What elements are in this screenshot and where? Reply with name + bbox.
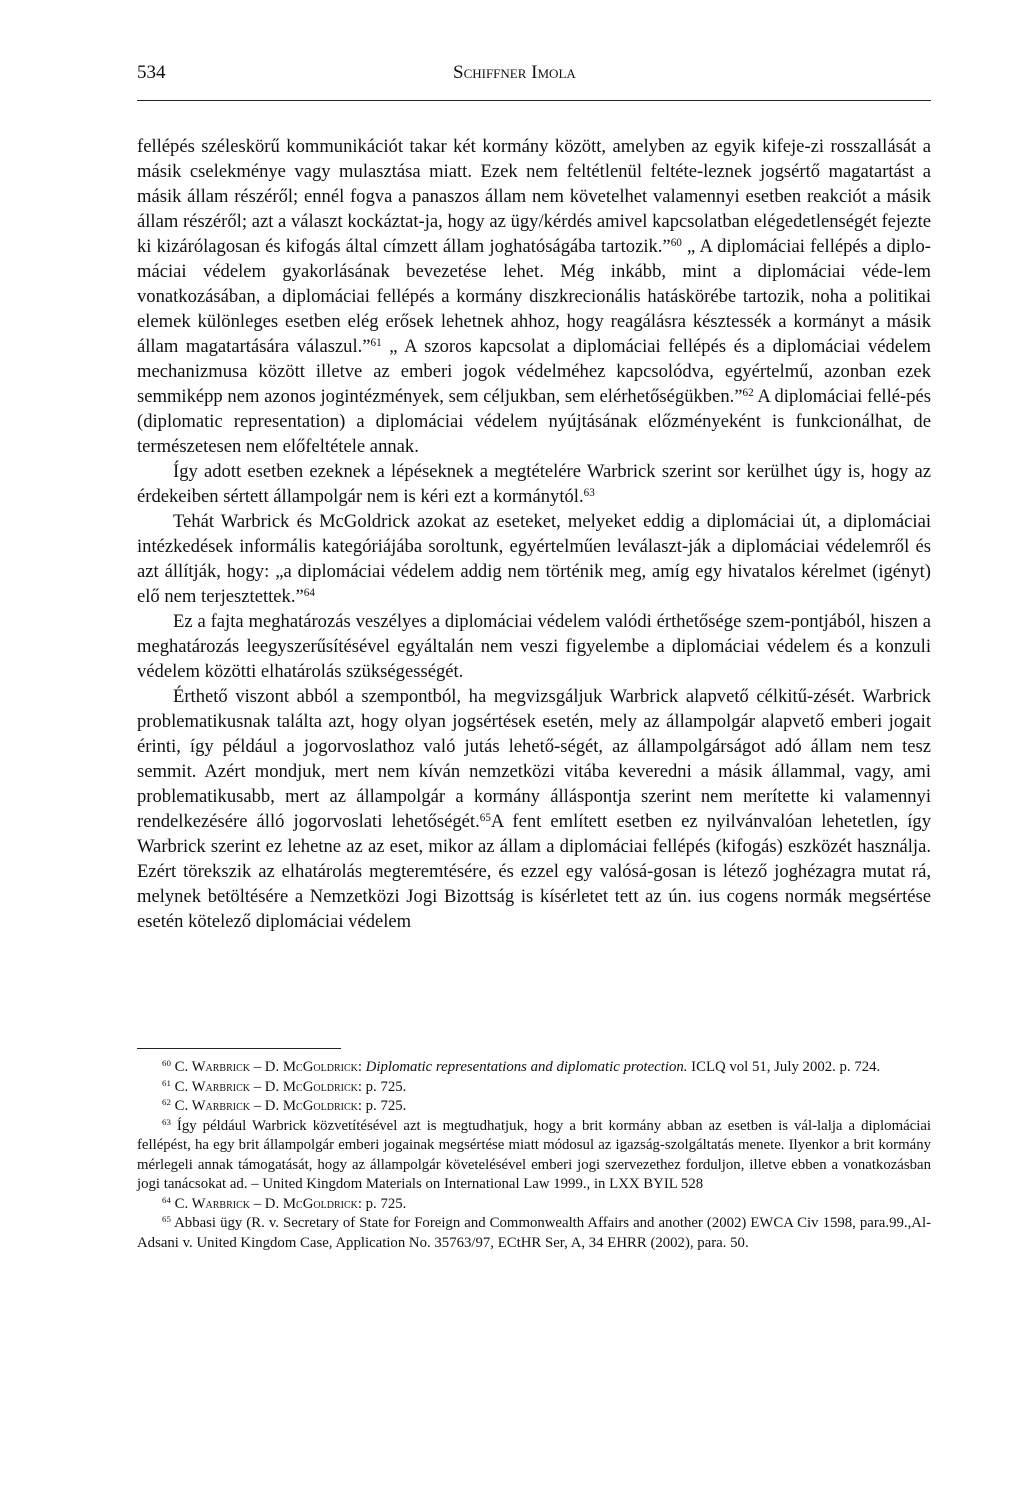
header-rule (137, 100, 931, 101)
footnote-64: $^{64}$ C. Warbrick – D. McGoldrick: p. 725. (162, 1194, 407, 1212)
footnote-ref-61[interactable]: 61 (370, 336, 382, 349)
footnote-62: $^{62}$ C. Warbrick – D. McGoldrick: p. 725. (162, 1097, 407, 1114)
footnote-63: $^{63}$ Így például Warbrick közvetítésével azt is megtudhatjuk, hogy a brit kormány abban az esetben is vál-lalja a diplomáciai fellépést, ha egy brit állampolgár emberi jogainak megsértése miatt módosul az igazság-szolgáltatás menete. Ilyenkor a brit kormány mérlegeli annak támogatását, hogy az állampolgár követelésével emberi jogi szervezethez forduljon, illetve ebben a vonatkozásban jogi tanácsokat ad. – United Kingdom Materials on International Law 1999., in LXX BYIL 528 (137, 1116, 932, 1192)
running-head-author: Schiffner Imola (453, 62, 576, 83)
running-head (137, 62, 931, 92)
paragraph-2: Így adott esetben ezeknek a lépéseknek a megtételére Warbrick szerint sor kerülhet úgy is, hogy az érdekeiben sértett állampolgár nem is kéri ezt a kormánytól.$^{63}$ (137, 461, 931, 507)
footnote-rule (137, 1048, 341, 1049)
footnote-ref-64[interactable]: 64 (303, 586, 315, 599)
footnote-ref-62[interactable]: 62 (742, 386, 754, 399)
paragraph-1: fellépés széleskörű kommunikációt takar két kormány között, amelyben az egyik kifeje-zi rosszallását a másik cselekménye vagy mulasztása miatt. Ezek nem feltétlenül feltéte-leznek jogsértő magatartást a másik állam részéről; ennél fogva a panaszos állam nem követelhet valamennyi esetben reakciót a másik állam részéről; azt a választ kockáztat-ja, hogy az ügy/kérdés amivel kapcsolatban elégedetlenségét fejezte ki kizárólagosan és kifogás által címzett állam joghatóságába tartozik.”$^{60}$ „ A diplomáciai fellépés a diplo-máciai védelem gyakorlásának bevezetése lehet. Még inkább, mint a diplomáciai véde-lem vonatkozásában, a diplomáciai fellépés a kormány diszkrecionális hatáskörébe tartozik, noha a politikai elemek különleges esetben elég erősek lehetnek ahhoz, hogy reagálásra késztessék a kormányt a másik állam magatartására válaszul.”$^{61}$ „ A szoros kapcsolat a diplomáciai fellépés és a diplomáciai védelem mechanizmusa között illetve az emberi jogok védelméhez kapcsolódva, egyértelmű, azonban ezek semmiképp nem azonos jogintézmények, sem céljukban, sem elérhetőségükben.”$^{62}$ A diplomáciai fellé-pés (diplomatic representation) a diplomáciai védelem nyújtásának előzményeként is funkcionálhat, de természetesen nem előfeltétele annak. (137, 136, 931, 457)
paragraph-4: Ez a fajta meghatározás veszélyes a diplomáciai védelem valódi érthetősége szem-pontjából, hiszen a meghatározás leegyszerűsítésével egyáltalán nem veszi figyelembe a diplomáciai védelem és a konzuli védelem közötti elhatárolás szükségességét. (137, 611, 931, 682)
footnote-ref-65[interactable]: 65 (479, 811, 491, 824)
paragraph-3: Tehát Warbrick és McGoldrick azokat az eseteket, melyeket eddig a diplomáciai út, a diplomáciai intézkedések informális kategóriájába soroltunk, egyértelműen leválaszt-ják a diplomáciai védelemről és azt állítják, hogy: „a diplomáciai védelem addig nem történik meg, amíg egy hivatalos kérelmet (igényt) elő nem terjesztettek.”$^{64}$ (137, 511, 931, 607)
footnote-ref-60[interactable]: 60 (670, 236, 682, 249)
page-number: 534 (137, 62, 166, 83)
body-text (137, 134, 931, 934)
footnote-65: $^{65}$ Abbasi ügy (R. v. Secretary of State for Foreign and Commonwealth Affairs and another (2002) EWCA Civ 1598, para.99.,Al-Adsani v. United Kingdom Case, Application No. 35763/97, ECtHR Ser, A, 34 EHRR (2002), para. 50. (137, 1214, 931, 1251)
paragraph-5: Érthető viszont abból a szempontból, ha megvizsgáljuk Warbrick alapvető célkitű-zését. Warbrick problematikusnak találta azt, hogy olyan jogsértések esetén, mely az állampolgár alapvető emberi jogait érinti, így például a jogorvoslathoz való jutás lehető-ségét, az állampolgárságot adó állam nem tesz semmit. Azért mondjuk, mert nem kíván nemzetközi vitába keveredni a másik állammal, vagy, ami problematikusabb, mert az állampolgár a kormány álláspontja szerint nem merítette ki valamennyi rendelkezésére álló jogorvoslati lehetőségét.$^{65}$A fent említett esetben ez nyilvánvalóan lehetetlen, így Warbrick szerint ez lehetne az az eset, mikor az állam a diplomáciai fellépés (kifogás) eszközét használja. Ezért törekszik az elhatárolás megteremtésére, és ezzel egy valósá-gosan is létező joghézagra mutat rá, melynek betöltésére a Nemzetközi Jogi Bizottság is kísérletet tett az ún. ius cogens normák megsértése esetén kötelező diplomáciai védelem (137, 686, 931, 932)
footnote-ref-63[interactable]: 63 (583, 486, 595, 499)
footnote-61: $^{61}$ C. Warbrick – D. McGoldrick: p. 725. (162, 1077, 407, 1095)
footnotes (137, 1058, 931, 1253)
footnote-60: $^{60}$ C. Warbrick – D. McGoldrick: Diplomatic representations and diplomatic protection. ICLQ vol 51, July 2002. p. 724. (162, 1058, 881, 1075)
